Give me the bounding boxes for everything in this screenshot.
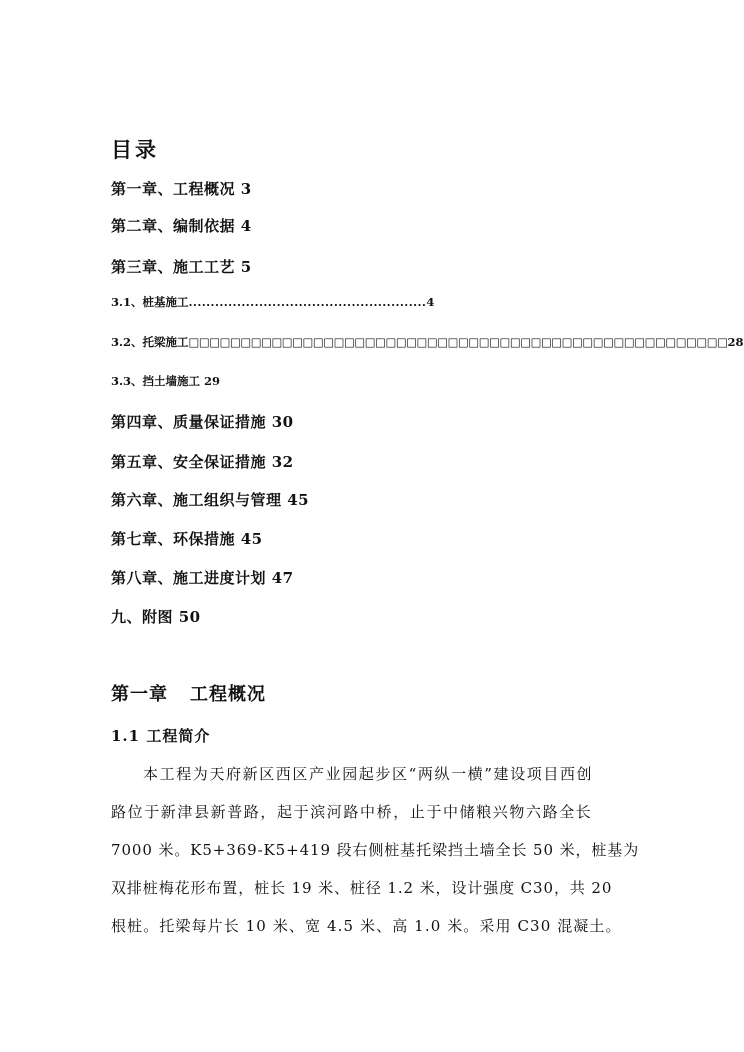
toc-title: 目录 [111, 137, 159, 162]
toc-leader-dots: ...................................................... [188, 295, 427, 309]
chapter-title: 工程概况 [190, 684, 266, 705]
toc-entry-chapter-2[interactable]: 第二章、编制依据 4 [111, 217, 252, 235]
toc-entry-chapter-5[interactable]: 第五章、安全保证措施 32 [111, 453, 294, 471]
toc-entry-label: 3.1、桩基施工 [111, 295, 189, 309]
paragraph-line-3: 7000 米。K5+369-K5+419 段右侧桩基托梁挡土墙全长 50 米，桩基为 [111, 841, 640, 859]
toc-entry-chapter-3[interactable]: 第三章、施工工艺 5 [111, 258, 252, 276]
toc-entry-chapter-6[interactable]: 第六章、施工组织与管理 45 [111, 491, 310, 509]
paragraph-line-2: 路位于新津县新普路，起于滨河路中桥，止于中储粮兴物六路全长 [111, 803, 593, 821]
toc-leader-glyphs: □□□□□□□□□□□□□□□□□□□□□□□□□□□□□□□□□□□□□□□□□□□□□□□□□□□□ [188, 335, 728, 349]
toc-entry-appendix[interactable]: 九、附图 50 [111, 608, 201, 626]
toc-entry-3-1[interactable] [111, 294, 434, 310]
toc-entry-chapter-4[interactable]: 第四章、质量保证措施 30 [111, 413, 294, 431]
toc-page-number: 4 [426, 295, 435, 309]
subsection-heading: 1.1 工程简介 [111, 727, 211, 745]
toc-entry-label: 3.2、托梁施工 [111, 335, 189, 349]
toc-entry-chapter-7[interactable]: 第七章、环保措施 45 [111, 530, 263, 548]
paragraph-line-5: 根桩。托梁每片长 10 米、宽 4.5 米、高 1.0 米。采用 C30 混凝土。 [111, 917, 622, 935]
paragraph-line-4: 双排桩梅花形布置，桩长 19 米、桩径 1.2 米，设计强度 C30，共 20 [111, 879, 613, 897]
toc-entry-3-3[interactable]: 3.3、挡土墙施工 29 [111, 374, 221, 388]
toc-entry-chapter-8[interactable]: 第八章、施工进度计划 47 [111, 569, 294, 587]
toc-page-number: 28 [727, 335, 744, 349]
toc-entry-3-2[interactable] [111, 334, 744, 350]
paragraph-line-1: 本工程为天府新区西区产业园起步区“两纵一横”建设项目西创 [143, 765, 594, 783]
section-heading [111, 680, 266, 706]
chapter-label: 第一章 [111, 684, 168, 705]
toc-entry-chapter-1[interactable]: 第一章、工程概况 3 [111, 180, 252, 198]
